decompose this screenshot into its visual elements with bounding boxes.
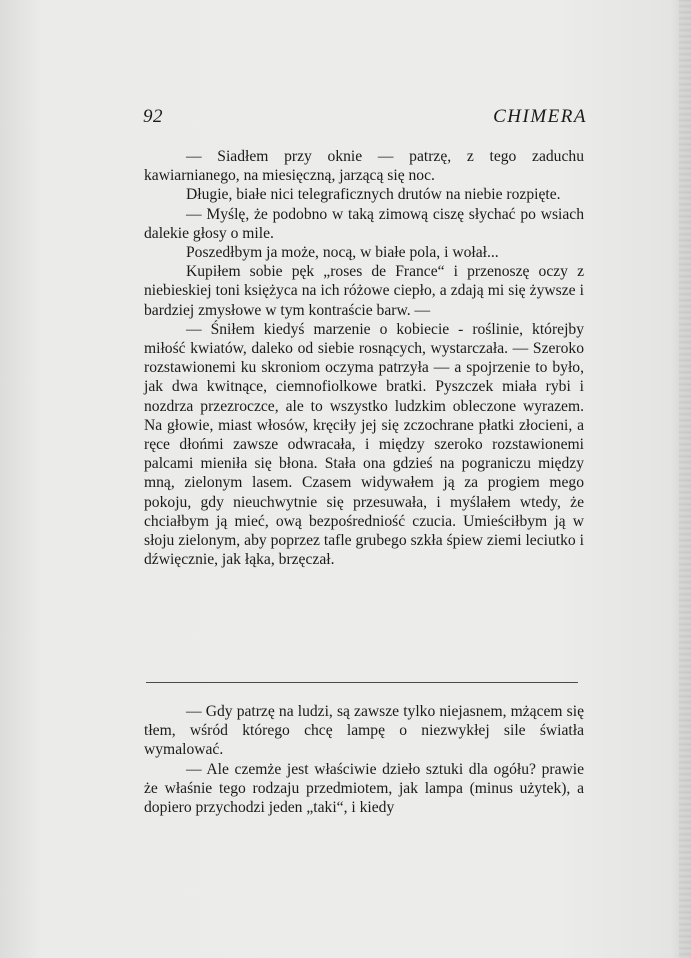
running-head: [143, 106, 587, 130]
paragraph: Poszedłbym ja może, nocą, w białe pola, i wołał...: [186, 244, 499, 262]
paragraph: — Siadłem przy oknie — patrzę, z tego zaduchu kawiarnianego, na miesięczną, jarzącą się noc.: [144, 148, 584, 185]
running-title: CHIMERA: [493, 106, 587, 127]
page-number: 92: [143, 106, 163, 127]
paragraph: Kupiłem sobie pęk „roses de France“ i przenoszę oczy z niebieskiej toni księżyca na ich różowe ciepło, a zdają mi się żywsze i bardziej zmysłowe w tym kontraście barw. —: [144, 263, 584, 319]
text-section-1: [144, 147, 584, 569]
text-section-2: [144, 702, 584, 817]
page-edge: [679, 0, 691, 958]
paragraph: — Myślę, że podobno w taką zimową ciszę słychać po wsiach dalekie głosy o mile.: [144, 205, 584, 242]
paragraph: Długie, białe nici telegraficznych drutów na niebie rozpięte.: [186, 186, 561, 204]
paragraph: — Ale czemże jest właściwie dzieło sztuki dla ogółu? prawie że właśnie tego rodzaju przedmiotem, jak lampa (minus użytek), a dopiero przychodzi jeden „taki“, i kiedy: [144, 760, 584, 817]
section-divider: [146, 682, 578, 683]
paragraph: — Gdy patrzę na ludzi, są zawsze tylko niejasnem, mżącem się tłem, wśród którego chcę lampę o niezwykłej sile światła wymalować.: [144, 703, 584, 759]
paragraph: — Śniłem kiedyś marzenie o kobiecie - roślinie, którejby miłość kwiatów, daleko od siebie rosnących, wystarczała. — Szeroko rozstawionemi ku skroniom oczyma patrzyła — a spojrzenie to było, jak dwa kwitnące, ciemnofiolkowe bratki. Pyszczek miała rybi i nozdrza przezroczce, ale to wszystko ludzkim obleczone wyrazem. Na głowie, miast włosów, kręciły jej się zczochrane płatki złocieni, a ręce dłońmi zawsze odwracała, i między szeroko rozstawionemi palcami mieniła się błona. Stała ona gdzieś na pograniczu między mną, zielonym lasem. Czasem widywałem ją za progiem mego pokoju, gdy nieuchwytnie się przesuwała, i myślałem wtedy, że chciałbym ją mieć, ową bezpośredniość czucia. Umieściłbym ją w słoju zielonym, aby poprzez tafle grubego szkła śpiew ziemi leciutko i dźwięcznie, jak łąka, brzęczał.: [144, 320, 584, 569]
